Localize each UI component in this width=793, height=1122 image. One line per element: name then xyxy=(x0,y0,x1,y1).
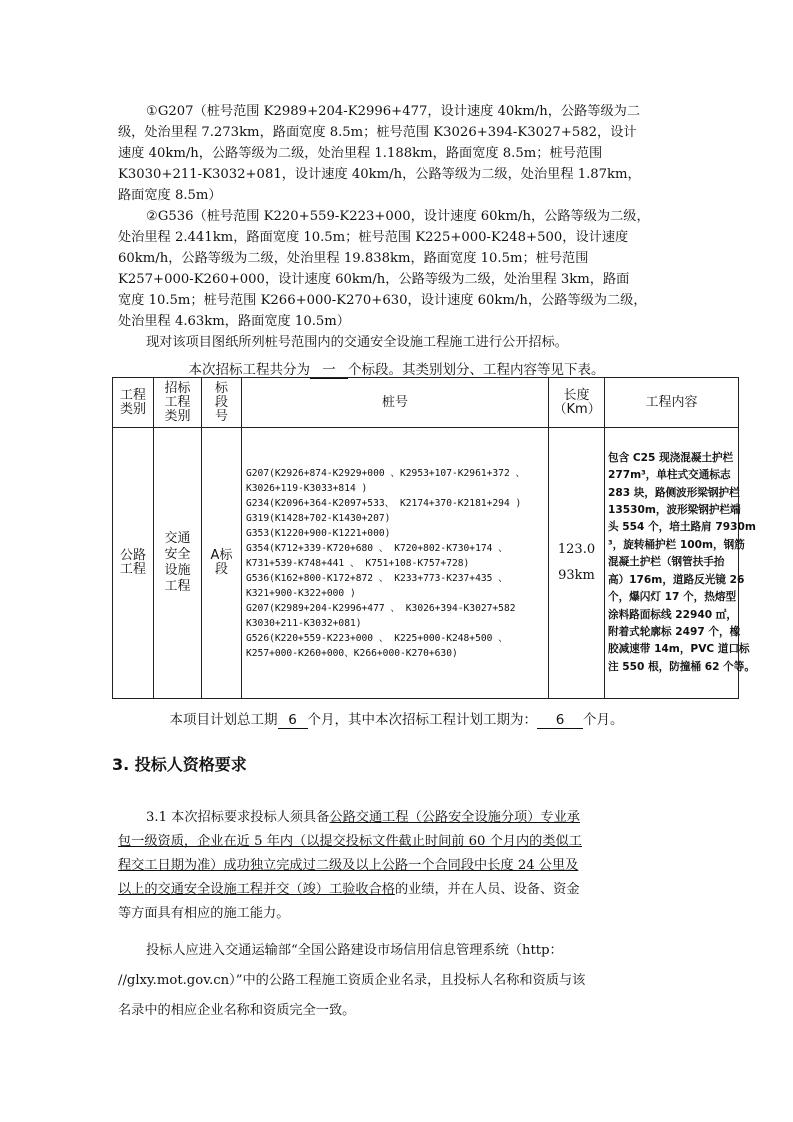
plan-period-value: 6 xyxy=(537,712,583,729)
stake-line: K321+900-K322+000 ) xyxy=(246,587,356,599)
content-line: 头 554 个，培土路肩 7930m xyxy=(608,521,756,534)
text-line: //glxy.mot.gov.cn）”中的公路工程施工资质企业名录，且投标人名称和资质与该 xyxy=(118,973,586,988)
stake-line: G319(K1428+702-K1430+207) xyxy=(246,512,391,524)
period-text-a: 本项目计划总工期 xyxy=(169,712,278,728)
stake-line: K3026+119-K3033+814 ) xyxy=(246,482,368,494)
cell-section: A标段 xyxy=(202,428,242,699)
stake-line: G526(K220+559-K223+000 、 K225+000-K248+500 、 xyxy=(246,632,508,644)
text-line: 包一级资质，企业在近 5 年内（以提交投标文件截止时间前 60 个月内的类似工 xyxy=(118,834,582,849)
content-line: 高）176m，道路反光镜 26 xyxy=(608,573,745,586)
content-line: 个，爆闪灯 17 个，热熔型 xyxy=(608,591,737,604)
text-line: 现对该项目图纸所列桩号范围内的交通安全设施工程施工进行公开招标。 xyxy=(146,335,568,350)
table-row xyxy=(113,428,739,699)
cell-category: 公路工程 xyxy=(113,428,154,699)
length-unit-line: 93km xyxy=(558,568,595,583)
text-line: 速度 40km/h，公路等级为二级，处治里程 1.188km，路面宽度 8.5m；桩号范围 xyxy=(118,146,603,161)
text-line: 投标人应进入交通运输部“全国公路建设市场信用信息管理系统（http： xyxy=(146,943,563,958)
sections-count: 一 xyxy=(310,358,348,379)
sections-line xyxy=(0,358,793,379)
stake-line: G536(K162+800-K172+872 、 K233+773-K237+435 、 xyxy=(246,572,508,584)
stake-line: K3030+211-K3032+081) xyxy=(246,617,362,629)
content-line: 胶减速带 14m，PVC 道口标 xyxy=(608,643,750,656)
text-line: 程交工日期为准）成功独立完成过二级及以上公路一个合同段中长度 24 公里及 xyxy=(118,858,579,873)
g207-paragraph xyxy=(118,101,658,206)
text-line: 3.1 本次招标要求投标人须具备公路交通工程（公路安全设施分项）专业承 xyxy=(146,810,580,825)
content-line: 277m³，单柱式交通标志 xyxy=(608,469,731,482)
stake-line: G207(K2926+874-K2929+000 、K2953+107-K2961+372 、 xyxy=(246,467,526,479)
cell-content xyxy=(605,428,756,699)
cell-stakes xyxy=(242,428,549,699)
content-line: ³，旋转桶护栏 100m，钢筋 xyxy=(608,538,745,551)
registry-paragraph xyxy=(118,936,666,1026)
text-line: 路面宽度 8.5m） xyxy=(118,188,222,203)
content-line: 283 块，路侧波形梁钢护栏 xyxy=(608,486,740,499)
qualification-paragraph xyxy=(118,806,666,926)
g536-paragraph xyxy=(118,206,658,332)
content-line: 注 550 根，防撞桶 62 个等。 xyxy=(608,660,755,673)
header-category: 工程类别 xyxy=(113,378,154,428)
length-value: 123.0 xyxy=(557,542,596,557)
content-line: 混凝土护栏（钢管扶手抬 xyxy=(608,556,725,569)
cell-bid-category: 交通安全设施工程 xyxy=(154,428,202,699)
header-content: 工程内容 xyxy=(605,378,739,428)
text-line: 处治里程 4.63km，路面宽度 10.5m） xyxy=(118,314,350,329)
text-line: 60km/h，公路等级为二级，处治里程 19.838km，路面宽度 10.5m；桩号范围 xyxy=(118,251,589,266)
header-length: 长度（Km） xyxy=(549,378,605,428)
content-line: 13530m，波形梁钢护栏端 xyxy=(608,504,741,517)
stake-line: K257+000-K260+000、K266+000-K270+630) xyxy=(246,647,458,659)
table-header-row xyxy=(113,378,739,428)
cell-length xyxy=(549,428,605,699)
content-line: 涂料路面标线 22940 ㎡， xyxy=(608,608,737,621)
text-line: ②G536（桩号范围 K220+559-K223+000，设计速度 60km/h，公路等级为二级， xyxy=(146,209,650,224)
period-line xyxy=(0,708,793,729)
bid-sections-table xyxy=(112,377,756,699)
text-line: ①G207（桩号范围 K2989+204-K2996+477，设计速度 40km/h，公路等级为二 xyxy=(146,104,641,119)
text-line: 名录中的相应企业名称和资质完全一致。 xyxy=(118,1003,356,1018)
content-line: 附着式轮廓标 2497 个，橡 xyxy=(608,625,741,638)
period-text-c: 个月。 xyxy=(583,712,624,728)
text-line: K257+000-K260+000，设计速度 60km/h，公路等级为二级，处治里程 3km，路面 xyxy=(118,272,630,287)
content-line: 包含 C25 现浇混凝土护栏 xyxy=(608,451,734,464)
text-line: 宽度 10.5m；桩号范围 K266+000-K270+630，设计速度 60km/h，公路等级为二级， xyxy=(118,293,647,308)
tender-statement xyxy=(118,332,658,353)
text-line: 级，处治里程 7.273km，路面宽度 8.5m；桩号范围 K3026+394-K3027+582，设计 xyxy=(118,125,637,140)
stake-line: G234(K2096+364-K2097+533、 K2174+370-K2181+294 ) xyxy=(246,497,522,509)
section-heading: 3. 投标人资格要求 xyxy=(112,755,247,774)
text-line: 处治里程 2.441km，路面宽度 10.5m；桩号范围 K225+000-K248+500，设计速度 xyxy=(118,230,629,245)
period-text-b: 个月，其中本次招标工程计划工期为： xyxy=(307,712,537,728)
stake-line: G353(K1220+900-K1221+000) xyxy=(246,527,391,539)
text-line: 等方面具有相应的施工能力。 xyxy=(118,906,290,921)
stake-line: G354(K712+339-K720+680 、 K720+802-K730+174 、 xyxy=(246,542,508,554)
header-stake: 桩号 xyxy=(242,378,549,428)
header-section: 标段号 xyxy=(202,378,242,428)
header-bid-category: 招标工程类别 xyxy=(154,378,202,428)
text-line: K3030+211-K3032+081，设计速度 40km/h，公路等级为二级，处治里程 1.87km， xyxy=(118,167,641,182)
total-period-value: 6 xyxy=(278,712,308,729)
sections-before: 本次招标工程共分为 xyxy=(188,362,310,378)
stake-line: K731+539-K748+441 、 K751+108-K757+728) xyxy=(246,557,470,569)
stake-line: G207(K2989+204-K2996+477 、 K3026+394-K3027+582 xyxy=(246,602,516,614)
sections-after: 个标段。其类别划分、工程内容等见下表。 xyxy=(348,362,605,378)
text-line: 以上的交通安全设施工程并交（竣）工验收合格的业绩，并在人员、设备、资金 xyxy=(118,882,580,897)
